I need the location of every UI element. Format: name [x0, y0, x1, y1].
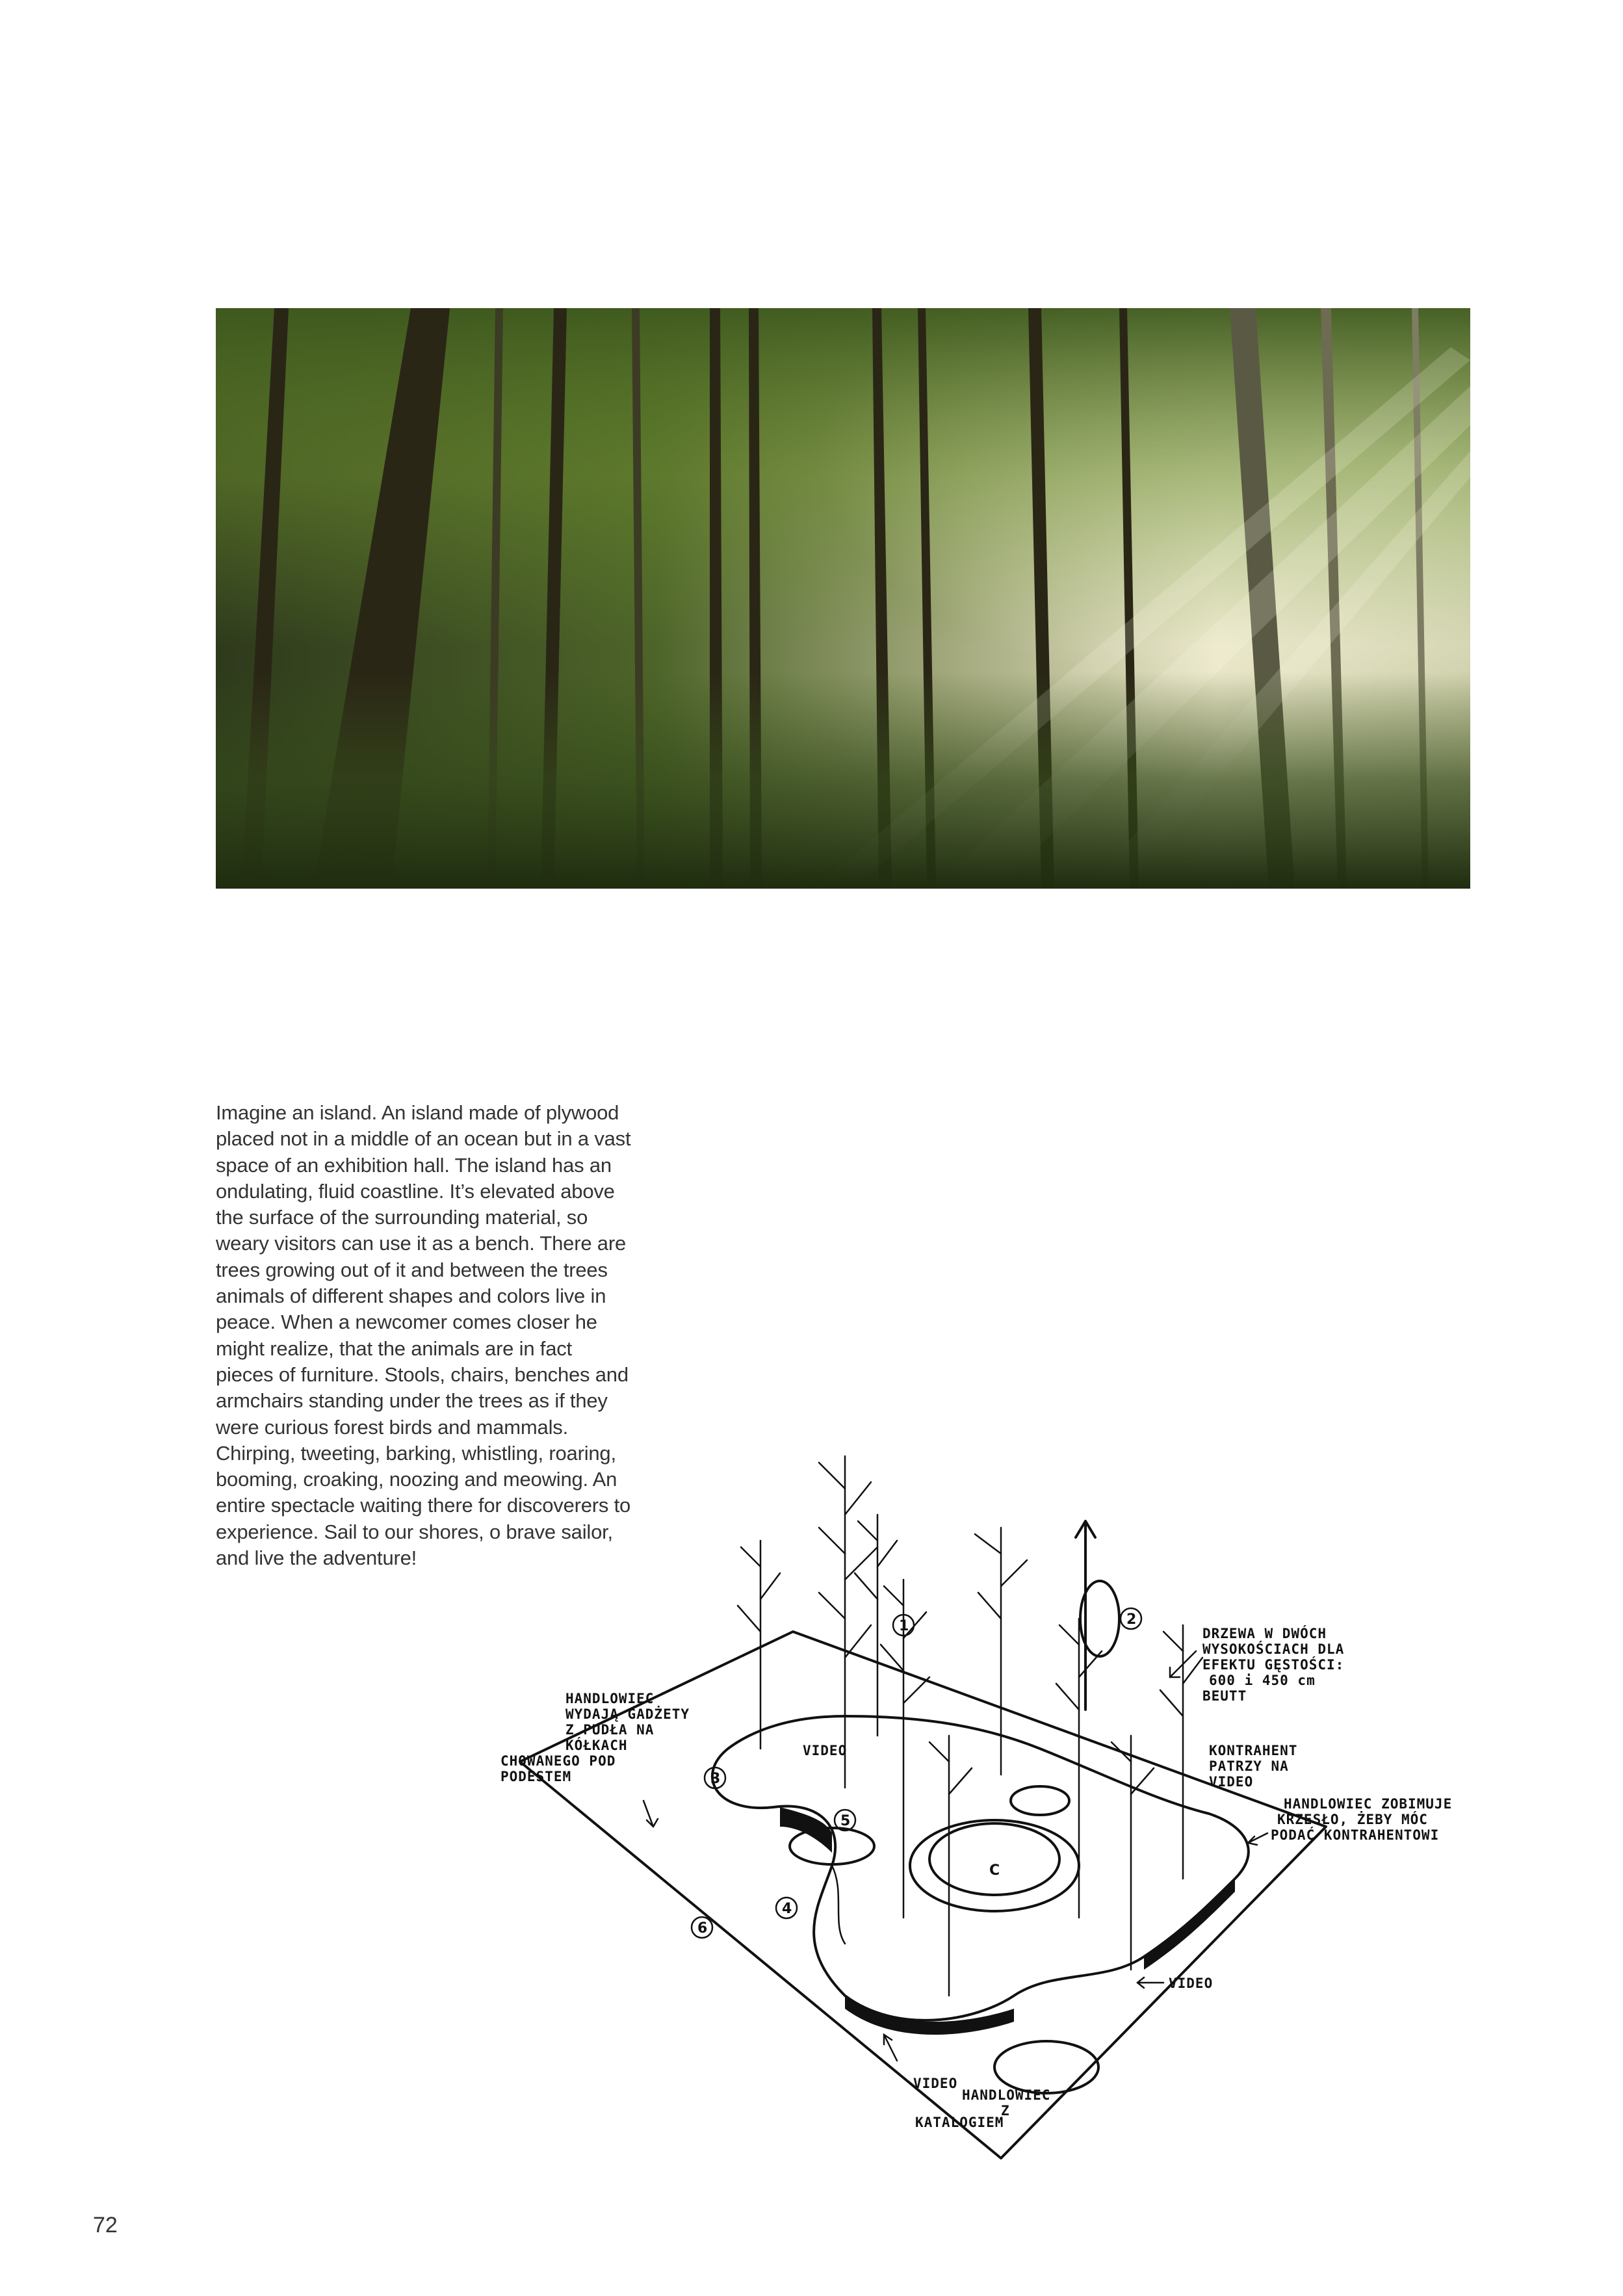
page-number: 72 — [93, 2213, 118, 2237]
note-right-low — [1271, 1796, 1452, 1843]
svg-text:PODAĆ KONTRAHENTOWI: PODAĆ KONTRAHENTOWI — [1271, 1827, 1440, 1843]
body-paragraph: Imagine an island. An island made of plywood placed not in a middle of an ocean but in a vast space of an exhibition hall. The island has an ondulating, fluid coastline. It’s elevated above the surface of the surrounding material, so weary visitors can use it as a bench. There are trees growing out of it and between the trees animals of different shapes and colors live in peace. When a newcomer comes closer he might realize, that the animals are in fact pieces of furniture. Stools, chairs, benches and armchairs standing under the trees as if they were curious forest birds and mammals. Chirping, tweeting, barking, whistling, roaring, booming, croaking, noozing and meowing. An entire spectacle waiting there for discoverers to experience. Sail to our shores, o brave sailor, and live the adventure! — [216, 1101, 631, 1570]
marker-1: 1 — [899, 1618, 909, 1634]
svg-text:DRZEWA W DWÓCH: DRZEWA W DWÓCH — [1202, 1626, 1327, 1641]
svg-text:Z PUDŁA NA: Z PUDŁA NA — [565, 1722, 655, 1738]
svg-text:WYDAJĄ GADŻETY: WYDAJĄ GADŻETY — [565, 1706, 690, 1722]
marker-5: 5 — [840, 1813, 851, 1829]
island-sketch — [481, 1411, 1482, 2178]
marker-2: 2 — [1126, 1611, 1137, 1628]
svg-text:VIDEO: VIDEO — [913, 2076, 958, 2091]
note-right-mid — [1209, 1743, 1297, 1790]
video-label-top: VIDEO — [803, 1743, 848, 1758]
note-right-top — [1202, 1625, 1344, 1704]
svg-text:KÓŁKACH: KÓŁKACH — [565, 1738, 628, 1753]
marker-3: 3 — [710, 1771, 721, 1787]
video-label-right: VIDEO — [1169, 1976, 1214, 1991]
svg-text:VIDEO: VIDEO — [1209, 1774, 1254, 1790]
svg-text:HANDLOWIEC ZOBIMUJE: HANDLOWIEC ZOBIMUJE — [1284, 1796, 1453, 1812]
forest-photo — [216, 308, 1470, 889]
svg-text:KATALOGIEM: KATALOGIEM — [915, 2115, 1004, 2130]
svg-text:HANDLOWIEC: HANDLOWIEC — [962, 2087, 1051, 2103]
svg-text:PODESTEM: PODESTEM — [500, 1769, 572, 1784]
center-marker: C — [989, 1862, 1000, 1879]
svg-text:KRZESŁO, ŻEBY MÓC: KRZESŁO, ŻEBY MÓC — [1277, 1812, 1428, 1827]
svg-text:Z: Z — [1001, 2103, 1010, 2119]
marker-4: 4 — [782, 1901, 792, 1917]
marker-6: 6 — [697, 1920, 708, 1937]
svg-text:EFEKTU GĘSTOŚCI:: EFEKTU GĘSTOŚCI: — [1202, 1657, 1345, 1673]
note-left — [500, 1691, 690, 1784]
svg-text:BEUTT: BEUTT — [1202, 1688, 1247, 1704]
svg-text:HANDLOWIEC: HANDLOWIEC — [565, 1691, 655, 1706]
svg-text:CHOWANEGO POD: CHOWANEGO POD — [500, 1753, 616, 1769]
svg-text:WYSOKOŚCIACH DLA: WYSOKOŚCIACH DLA — [1202, 1641, 1345, 1657]
svg-text:600 i 450 cm: 600 i 450 cm — [1209, 1673, 1316, 1688]
svg-text:KONTRAHENT: KONTRAHENT — [1209, 1743, 1298, 1758]
svg-text:PATRZY NA: PATRZY NA — [1209, 1758, 1289, 1774]
